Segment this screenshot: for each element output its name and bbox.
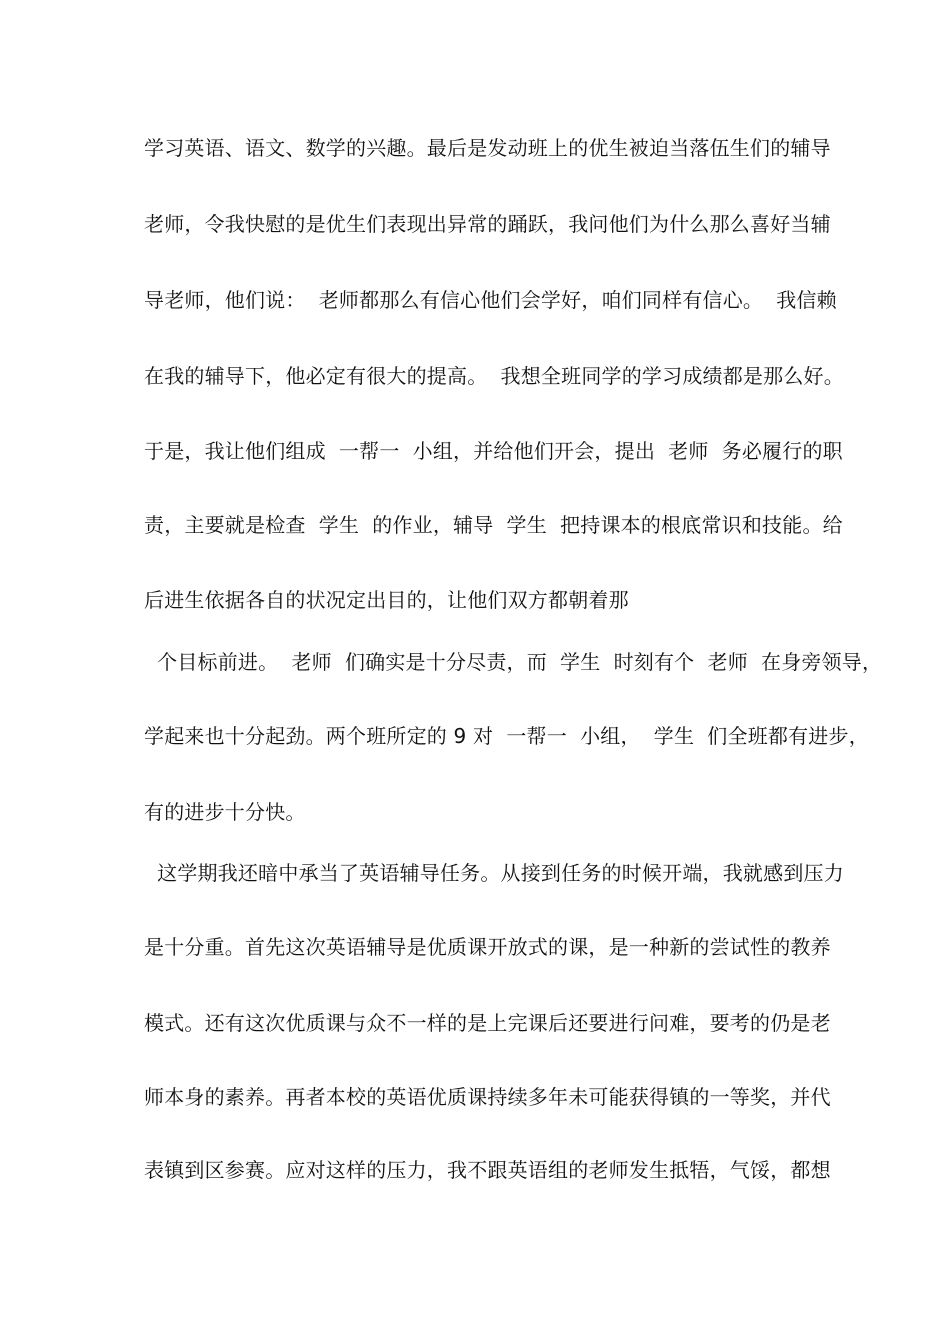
text-line-2: 老师，令我快慰的是优生们表现出异常的踊跃，我问他们为什么那么喜好当辅: [144, 212, 831, 236]
text-line-11: 这学期我还暗中承当了英语辅导任务。从接到任务的时候开端，我就感到压力: [144, 861, 844, 885]
text-line-7: 后进生依据各自的状况定出目的，让他们双方都朝着那: [144, 588, 629, 612]
text-line-10: 有的进步十分快。: [144, 800, 306, 824]
text-line-4: 在我的辅导下，他必定有很大的提高。 我想全班同学的学习成绩都是那么好。: [144, 364, 844, 388]
text-line-12: 是十分重。首先这次英语辅导是优质课开放式的课，是一种新的尝试性的教养: [144, 935, 831, 959]
text-line-5: 于是，我让他们组成 一帮一 小组，并给他们开会，提出 老师 务必履行的职: [144, 439, 843, 463]
text-line-8: 个目标前进。 老师 们确实是十分尽责，而 学生 时刻有个 老师 在身旁领导，: [144, 650, 883, 674]
text-line-9: 学起来也十分起劲。两个班所定的 9 对 一帮一 小组， 学生 们全班都有进步，: [144, 724, 869, 748]
text-line-6: 责，主要就是检查 学生 的作业，辅导 学生 把持课本的根底常识和技能。给: [144, 513, 843, 537]
text-line-15: 表镇到区参赛。应对这样的压力，我不跟英语组的老师发生抵牾，气馁，都想: [144, 1158, 831, 1182]
text-line-13: 模式。还有这次优质课与众不一样的是上完课后还要进行问难，要考的仍是老: [144, 1011, 831, 1035]
text-line-14: 师本身的素养。再者本校的英语优质课持续多年未可能获得镇的一等奖，并代: [144, 1085, 831, 1109]
text-line-3: 导老师，他们说： 老师都那么有信心他们会学好，咱们同样有信心。 我信赖: [144, 288, 837, 312]
text-line-1: 学习英语、语文、数学的兴趣。最后是发动班上的优生被迫当落伍生们的辅导: [144, 136, 831, 160]
